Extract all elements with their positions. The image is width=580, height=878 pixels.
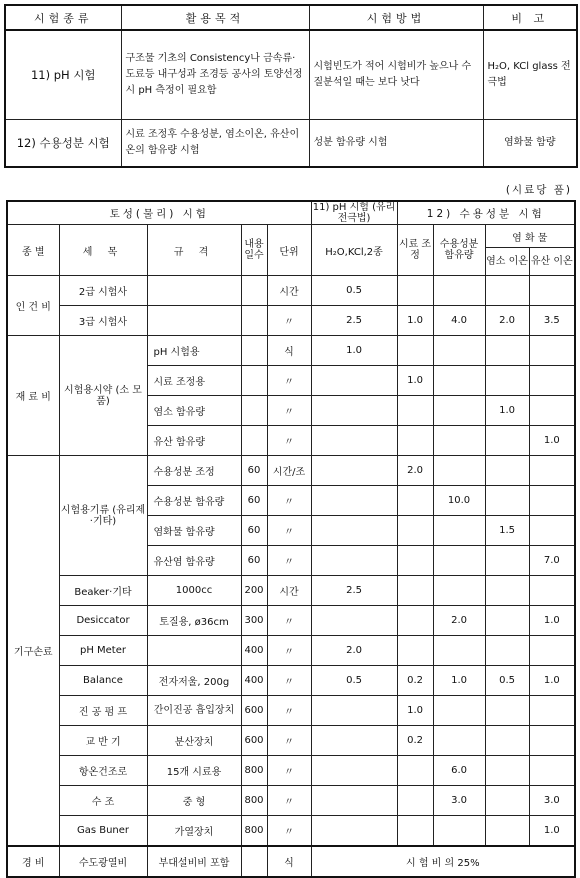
row-content: 1.0 [433,666,485,696]
row-life: 800 [241,756,267,786]
row-ph [311,696,397,726]
row-ph [311,516,397,546]
row-item: 항온건조로 [59,756,147,786]
row-spec: pH 시험용 [147,336,241,366]
row-item: 3급 시험사 [59,306,147,336]
row-prep [397,426,433,456]
row-life: 400 [241,636,267,666]
row-content [433,396,485,426]
row-item: 교 반 기 [59,726,147,756]
row-spec: 15개 시료용 [147,756,241,786]
row-content [433,426,485,456]
row-cl [485,276,529,306]
row-unit: 〃 [267,426,311,456]
row-cl [485,486,529,516]
row-item: pH Meter [59,636,147,666]
row-content [433,336,485,366]
row-life: 600 [241,726,267,756]
col-unit: 단위 [267,225,311,276]
row-unit: 〃 [267,516,311,546]
row-item: 수 조 [59,786,147,816]
row-cl [485,636,529,666]
row-unit: 〃 [267,816,311,847]
row-content [433,276,485,306]
row-prep: 1.0 [397,696,433,726]
row-unit: 〃 [267,606,311,636]
table-row [7,636,575,666]
row-ph: 2.5 [311,576,397,606]
row-so4 [529,396,575,426]
row-life [241,366,267,396]
row-life: 60 [241,456,267,486]
row-unit: 〃 [267,786,311,816]
unit-note: (시료당 품) [505,184,572,196]
expense-unit: 식 [267,846,311,877]
expense-item: 수도광열비 [59,846,147,877]
row-ph [311,726,397,756]
row-cl: 0.5 [485,666,529,696]
purpose-table-header [5,5,577,30]
row-prep [397,756,433,786]
header-row [7,225,575,248]
table-row [7,306,575,336]
row-ph: 2.5 [311,306,397,336]
table-row [7,336,575,366]
test-purpose: 시료 조정후 수용성분, 염소이온, 유산이온의 함유량 시험 [121,120,309,168]
row-so4: 1.0 [529,426,575,456]
row-cl [485,726,529,756]
row-cl [485,336,529,366]
table-row [7,816,575,847]
row-unit: 〃 [267,366,311,396]
row-unit: 시간/조 [267,456,311,486]
row-life: 200 [241,576,267,606]
row-ph [311,486,397,516]
row-spec: 수용성분 조정 [147,456,241,486]
row-so4 [529,726,575,756]
col-chloride: 염 화 물 [485,225,575,248]
row-content [433,696,485,726]
row-prep: 1.0 [397,366,433,396]
row-life [241,426,267,456]
row-spec: 가열장치 [147,816,241,847]
row-content [433,516,485,546]
col-prep: 시료 조정 [397,225,433,276]
row-unit: 〃 [267,666,311,696]
row-so4 [529,576,575,606]
row-item: Desiccator [59,606,147,636]
row-content [433,456,485,486]
row-life: 600 [241,696,267,726]
test-name: 12) 수용성분 시험 [5,120,121,168]
table-row [7,786,575,816]
row-so4 [529,756,575,786]
row-unit: 시간 [267,576,311,606]
row-prep [397,396,433,426]
row-item: 시험용기류 (유리제·기타) [59,456,147,576]
row-cl: 1.0 [485,396,529,426]
row-unit: 〃 [267,306,311,336]
table-row [7,726,575,756]
water-test-header: 12) 수용성분 시험 [397,201,575,225]
row-so4 [529,366,575,396]
col-spec: 규 격 [147,225,241,276]
col-item: 세 목 [59,225,147,276]
test-note: H₂O, KCl glass 전극법 [483,30,577,120]
row-kind: 재 료 비 [7,336,59,456]
row-ph [311,606,397,636]
col-kind: 종 별 [7,225,59,276]
row-life: 300 [241,606,267,636]
row-spec: 수용성분 함유량 [147,486,241,516]
row-prep [397,786,433,816]
row-content: 6.0 [433,756,485,786]
row-cl [485,756,529,786]
row-content [433,636,485,666]
row-ph [311,756,397,786]
row-so4: 3.5 [529,306,575,336]
row-prep: 0.2 [397,666,433,696]
row-prep [397,486,433,516]
row-spec [147,306,241,336]
test-note: 염화물 함량 [483,120,577,168]
row-prep [397,816,433,847]
row-item: Beaker·기타 [59,576,147,606]
expense-life [241,846,267,877]
row-life [241,276,267,306]
row-spec [147,636,241,666]
row-prep [397,546,433,576]
row-spec: 토질용, ø36cm [147,606,241,636]
header-test-type: 시험종류 [5,5,121,30]
row-content [433,366,485,396]
row-content [433,726,485,756]
row-life [241,306,267,336]
row-cl [485,576,529,606]
row-life: 60 [241,516,267,546]
row-prep [397,276,433,306]
col-so4: 유산 이온 [529,248,575,276]
row-prep [397,576,433,606]
table-row [7,456,575,486]
row-prep: 0.2 [397,726,433,756]
row-unit: 〃 [267,726,311,756]
row-life: 800 [241,786,267,816]
row-ph [311,456,397,486]
row-unit: 〃 [267,486,311,516]
row-cl [485,786,529,816]
row-so4 [529,336,575,366]
test-method: 시험빈도가 적어 시험비가 높으나 수질분석일 때는 보다 낫다 [309,30,483,120]
row-prep: 1.0 [397,306,433,336]
col-content: 수용성분 함유량 [433,225,485,276]
row-content: 2.0 [433,606,485,636]
row-content: 4.0 [433,306,485,336]
expense-value: 시 험 비 의 25% [311,846,575,877]
table-row [7,696,575,726]
row-prep [397,516,433,546]
row-ph [311,546,397,576]
row-so4: 3.0 [529,786,575,816]
row-prep: 2.0 [397,456,433,486]
row-spec: 염화물 함유량 [147,516,241,546]
row-cl [485,696,529,726]
row-unit: 〃 [267,396,311,426]
row-so4: 1.0 [529,606,575,636]
row-unit: 식 [267,336,311,366]
col-cl: 염소 이온 [485,248,529,276]
row-life [241,396,267,426]
row-ph [311,816,397,847]
row-spec: 전자저울, 200g [147,666,241,696]
row-unit: 〃 [267,636,311,666]
row-content [433,816,485,847]
row-item: Balance [59,666,147,696]
row-spec: 간이진공 흡입장치 [147,696,241,726]
row-spec: 유산염 함유량 [147,546,241,576]
row-life [241,336,267,366]
cost-table [6,200,576,878]
row-spec [147,276,241,306]
row-unit: 〃 [267,756,311,786]
row-unit: 시간 [267,276,311,306]
row-ph [311,426,397,456]
test-name: 11) pH 시험 [5,30,121,120]
row-kind: 인 건 비 [7,276,59,336]
row-ph [311,396,397,426]
table-row [7,276,575,306]
test-method: 성분 함유량 시험 [309,120,483,168]
row-spec: 1000cc [147,576,241,606]
row-content: 3.0 [433,786,485,816]
row-ph: 2.0 [311,636,397,666]
test-purpose: 구조물 기초의 Consistency나 금속류·도료등 내구성과 조경등 공사의 토양선정시 pH 측정이 필요함 [121,30,309,120]
row-item: 진 공 펌 프 [59,696,147,726]
header-note: 비 고 [483,5,577,30]
table-row [5,120,577,168]
row-prep [397,606,433,636]
row-so4: 1.0 [529,816,575,847]
row-item: Gas Buner [59,816,147,847]
row-life: 400 [241,666,267,696]
row-so4 [529,636,575,666]
row-content [433,576,485,606]
row-cl [485,816,529,847]
purpose-table [4,4,578,168]
group-header: 토성(물리) 시험 [7,201,311,225]
table-row [7,606,575,636]
row-item: 2급 시험사 [59,276,147,306]
row-unit: 〃 [267,546,311,576]
row-spec: 분산장치 [147,726,241,756]
row-cl [485,606,529,636]
row-kind: 기구손료 [7,456,59,847]
row-life: 800 [241,816,267,847]
row-spec: 유산 함유량 [147,426,241,456]
row-cl: 2.0 [485,306,529,336]
table-row [7,756,575,786]
row-so4: 7.0 [529,546,575,576]
row-content: 10.0 [433,486,485,516]
ph-test-header: 11) pH 시험 (유리전극법) [312,202,396,224]
col-ph: H₂O,KCl,2종 [311,225,397,276]
header-row [7,201,575,225]
row-ph: 0.5 [311,276,397,306]
row-so4 [529,696,575,726]
table-row [7,666,575,696]
row-ph [311,786,397,816]
row-ph [311,366,397,396]
row-so4 [529,456,575,486]
row-life: 60 [241,546,267,576]
row-so4: 1.0 [529,666,575,696]
row-cl: 1.5 [485,516,529,546]
row-ph: 0.5 [311,666,397,696]
row-so4 [529,486,575,516]
row-unit: 〃 [267,696,311,726]
row-ph: 1.0 [311,336,397,366]
row-life: 60 [241,486,267,516]
table-row [5,30,577,120]
row-cl [485,546,529,576]
row-spec: 염소 함유량 [147,396,241,426]
expense-kind: 경 비 [7,846,59,877]
row-spec: 중 형 [147,786,241,816]
row-cl [485,366,529,396]
table-row [7,576,575,606]
row-cl [485,426,529,456]
row-item: 시험용시약 (소 모 품) [59,336,147,456]
row-cl [485,456,529,486]
header-purpose: 활용목적 [121,5,309,30]
row-content [433,546,485,576]
header-method: 시험방법 [309,5,483,30]
col-life: 내용 일수 [241,225,267,276]
expense-row [7,846,575,877]
expense-spec: 부대설비비 포함 [147,846,241,877]
row-spec: 시료 조정용 [147,366,241,396]
row-prep [397,336,433,366]
row-so4 [529,276,575,306]
row-prep [397,636,433,666]
row-so4 [529,516,575,546]
